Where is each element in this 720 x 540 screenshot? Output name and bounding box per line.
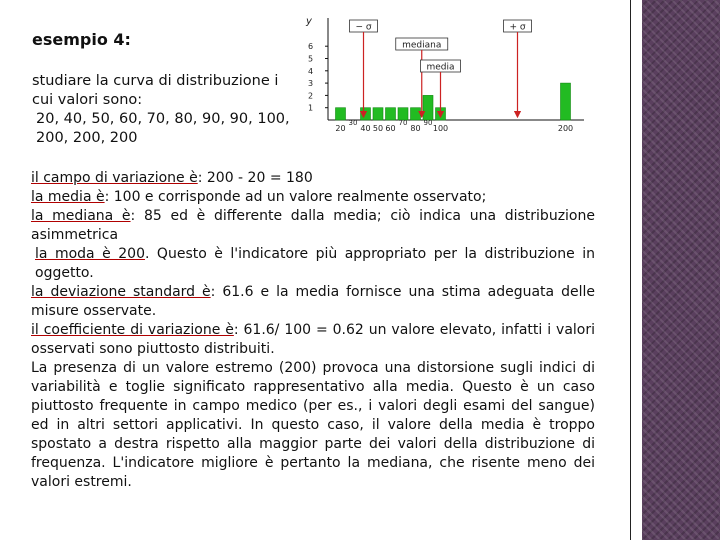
marker-label-0: − σ bbox=[355, 22, 372, 33]
paragraph-coefficient bbox=[31, 321, 595, 359]
term-mode: la moda è 200 bbox=[35, 246, 145, 262]
detail-mode: . Questo è l'indicatore più appropriato per la distribuzione in oggetto. bbox=[35, 246, 595, 281]
paragraph-std-dev bbox=[31, 283, 595, 321]
y-tick-label-1: 1 bbox=[308, 103, 314, 113]
intro-text bbox=[32, 72, 302, 148]
body-text bbox=[31, 169, 595, 492]
slide-title: esempio 4: bbox=[32, 30, 131, 49]
detail-range: : 200 - 20 = 180 bbox=[197, 170, 313, 186]
marker-label-1: mediana bbox=[402, 40, 442, 51]
bar-60 bbox=[386, 108, 396, 120]
detail-mean: : 100 e corrisponde ad un valore realmente osservato; bbox=[104, 189, 487, 205]
sidebar-divider bbox=[630, 0, 631, 540]
term-range: il campo di variazione è bbox=[31, 170, 198, 186]
term-coefficient: il coefficiente di variazione è bbox=[31, 322, 234, 338]
bar-90 bbox=[423, 95, 433, 120]
bar-200 bbox=[561, 83, 571, 120]
x-tick-label-30: 30 bbox=[348, 119, 358, 127]
x-tick-label-200: 200 bbox=[557, 124, 574, 133]
x-tick-label-80: 80 bbox=[410, 124, 421, 133]
x-tick-label-70: 70 bbox=[398, 119, 408, 127]
y-tick-label-4: 4 bbox=[308, 66, 314, 76]
bar-40 bbox=[361, 108, 371, 120]
y-tick-label-6: 6 bbox=[308, 42, 314, 52]
x-tick-label-40: 40 bbox=[360, 124, 371, 133]
detail-median: : 85 ed è differente dalla media; ciò indica una distribuzione asimmetrica bbox=[31, 208, 595, 243]
detail-std-dev: : 61.6 e la media fornisce una stima adeguata delle misure osservate. bbox=[31, 284, 595, 319]
x-tick-label-100: 100 bbox=[432, 124, 449, 133]
paragraph-mode bbox=[31, 245, 595, 283]
marker-label-3: + σ bbox=[509, 22, 526, 33]
y-tick-label-2: 2 bbox=[308, 91, 314, 101]
term-median: la mediana è bbox=[31, 208, 131, 224]
x-tick-label-60: 60 bbox=[385, 124, 396, 133]
paragraph-closing: La presenza di un valore estremo (200) provoca una distorsione sugli indici di variabilità e toglie significato rappresentativo alla media. Questo è un caso piuttosto frequente in campo medico (per es., i valori degli esami del sangue) ed in altri settori applicativi. In questo caso, il valore della media è troppo spostato a destra rispetto alla maggior parte dei valori della distribuzione di frequenza. L'indicatore migliore è pertanto la mediana, che risente meno dei valori estremi. bbox=[31, 360, 595, 490]
paragraph-mean bbox=[31, 188, 595, 207]
y-tick-label-5: 5 bbox=[308, 54, 314, 64]
bar-20 bbox=[336, 108, 346, 120]
bar-80 bbox=[411, 108, 421, 120]
sidebar-decoration bbox=[642, 0, 720, 540]
distribution-chart bbox=[300, 10, 600, 135]
intro-description: studiare la curva di distribuzione i cui valori sono: bbox=[32, 73, 279, 108]
intro-values: 20, 40, 50, 60, 70, 80, 90, 90, 100, 200, 200, 200 bbox=[36, 111, 290, 146]
x-tick-label-50: 50 bbox=[372, 124, 384, 133]
detail-coefficient: : 61.6/ 100 = 0.62 un valore elevato, infatti i valori osservati sono piuttosto distribuiti. bbox=[31, 322, 595, 357]
term-std-dev: la deviazione standard è bbox=[31, 284, 211, 300]
y-axis-label: y bbox=[306, 16, 312, 27]
paragraph-range bbox=[31, 169, 595, 188]
paragraph-median bbox=[31, 207, 595, 245]
bar-50 bbox=[373, 108, 383, 120]
y-tick-label-3: 3 bbox=[308, 79, 314, 89]
term-mean: la media è bbox=[31, 189, 105, 205]
x-tick-label-20: 20 bbox=[335, 124, 346, 133]
marker-label-2: media bbox=[426, 62, 455, 73]
x-tick-label-90: 90 bbox=[423, 119, 433, 127]
